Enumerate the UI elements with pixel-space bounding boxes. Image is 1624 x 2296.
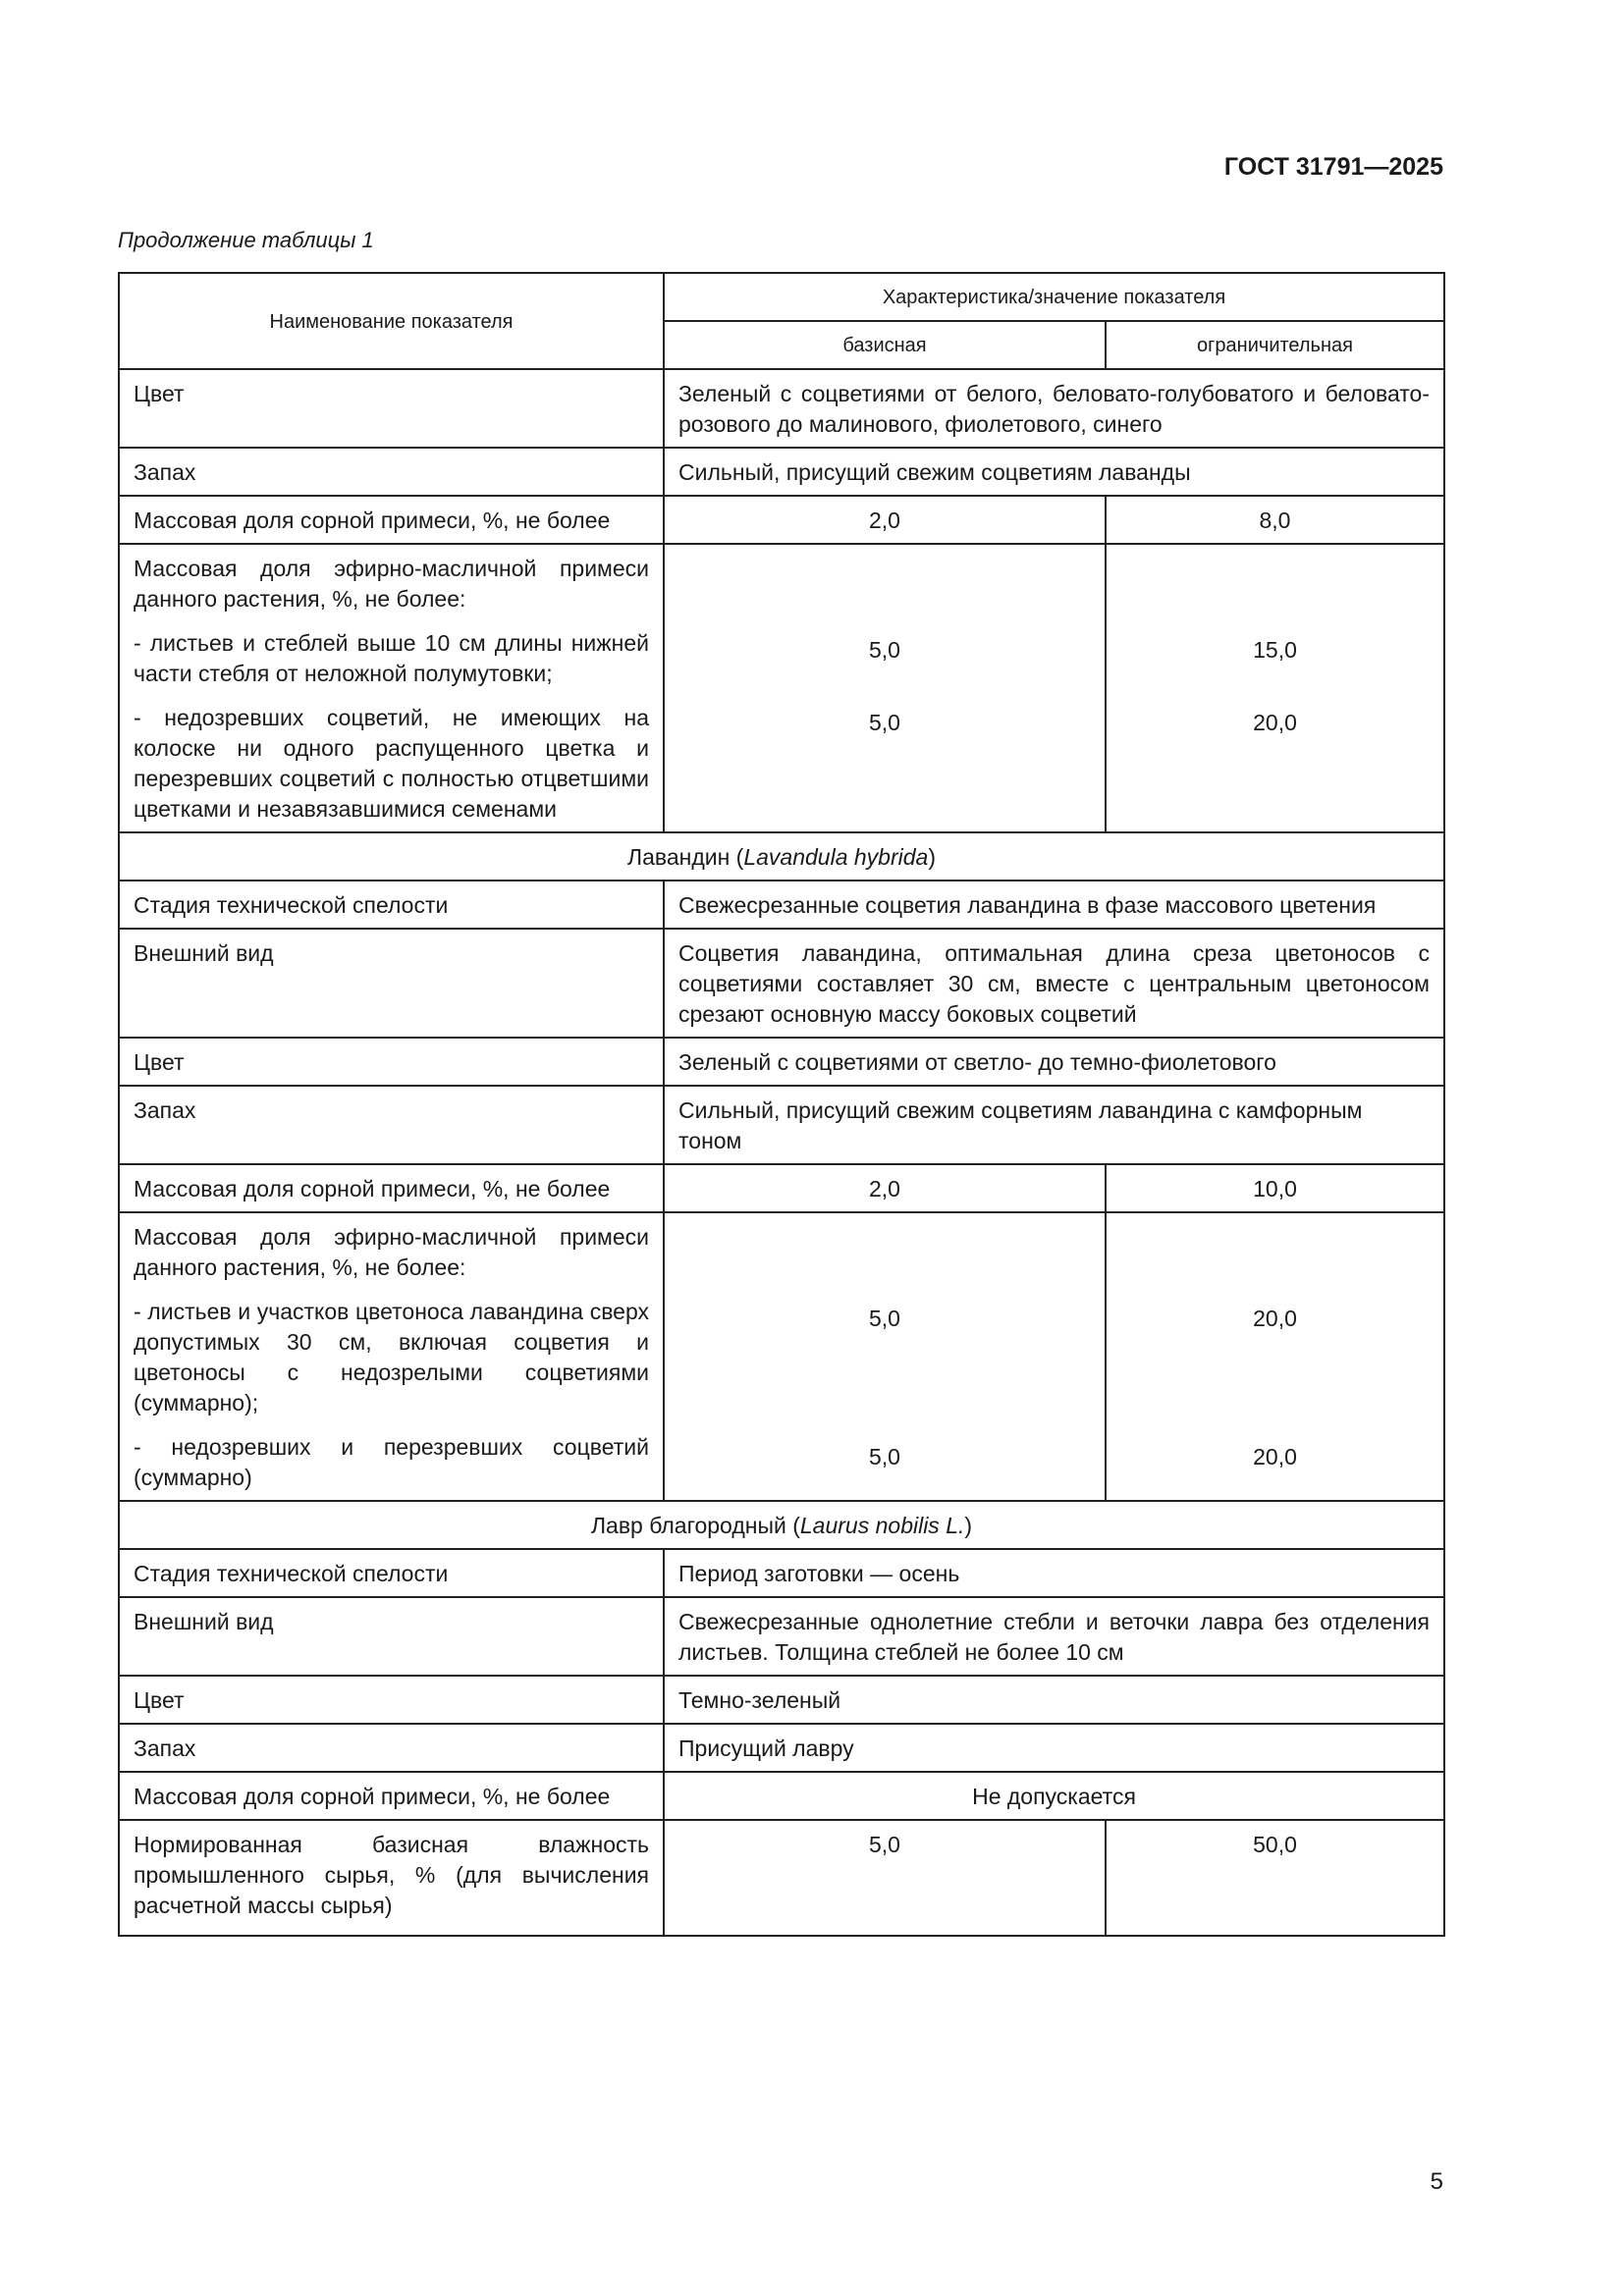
section-prefix: Лавандин ( <box>626 844 744 870</box>
row-value: Свежесрезанные однолетние стебли и веточки лавра без отделения листьев. Толщина стеблей не более 10 см <box>664 1597 1444 1676</box>
row-base-value: 5,0 <box>664 1820 1106 1936</box>
header-indicator-name: Наименование показателя <box>119 273 664 369</box>
table-row <box>119 369 1444 448</box>
value: 5,0 <box>869 1306 900 1331</box>
table-row <box>119 1038 1444 1086</box>
row-name-item: - недозревших соцветий, не имеющих на колоске ни одного распущенного цветка и перезревших соцветий с полностью отцветшими цветками и незавязавшимися семенами <box>134 705 649 822</box>
row-name: Массовая доля сорной примеси, %, не более <box>119 1772 664 1820</box>
row-name: Цвет <box>119 1676 664 1724</box>
row-name: Внешний вид <box>119 1597 664 1676</box>
row-limit-value: 10,0 <box>1106 1164 1444 1212</box>
row-name-item: - листьев и участков цветоноса лавандина сверх допустимых 30 см, включая соцветия и цветоносы с недозрелыми соцветиями (суммарно); <box>134 1299 649 1415</box>
row-value: Период заготовки — осень <box>664 1549 1444 1597</box>
row-name: Стадия технической спелости <box>119 881 664 929</box>
row-value: Свежесрезанные соцветия лавандина в фазе массового цветения <box>664 881 1444 929</box>
section-latin-name: Laurus nobilis L. <box>799 1513 965 1538</box>
table-row <box>119 448 1444 496</box>
row-limit-value <box>1106 1212 1444 1501</box>
section-prefix: Лавр благородный ( <box>590 1513 800 1538</box>
row-name: Стадия технической спелости <box>119 1549 664 1597</box>
row-value: Присущий лавру <box>664 1724 1444 1772</box>
row-name: Цвет <box>119 1038 664 1086</box>
value: 5,0 <box>869 1444 900 1469</box>
table-row <box>119 1772 1444 1820</box>
table-row <box>119 496 1444 544</box>
value: 20,0 <box>1253 1306 1297 1331</box>
row-name-item: - недозревших и перезревших соцветий (суммарно) <box>134 1434 649 1490</box>
table-row <box>119 1676 1444 1724</box>
header-base: базисная <box>664 321 1106 369</box>
row-base-value <box>664 544 1106 832</box>
row-name <box>119 1212 664 1501</box>
table-continuation-caption: Продолжение таблицы 1 <box>118 228 374 252</box>
row-name: Внешний вид <box>119 929 664 1038</box>
table-row <box>119 1820 1444 1936</box>
row-name: Массовая доля сорной примеси, %, не более <box>119 1164 664 1212</box>
specification-table <box>118 272 1445 1937</box>
row-base-value: 2,0 <box>664 1164 1106 1212</box>
table-row <box>119 1086 1444 1164</box>
row-value: Зеленый с соцветиями от белого, беловато-голубоватого и беловато-розового до малинового, фиолетового, синего <box>664 369 1444 448</box>
row-name-title: Массовая доля эфирно-масличной примеси данного растения, %, не более: <box>134 1224 649 1280</box>
row-name-title: Массовая доля эфирно-масличной примеси данного растения, %, не более: <box>134 556 649 612</box>
row-value: Сильный, присущий свежим соцветиям лаванды <box>664 448 1444 496</box>
table-row <box>119 929 1444 1038</box>
row-name: Нормированная базисная влажность промышленного сырья, % (для вычисления расчетной массы сырья) <box>119 1820 664 1936</box>
row-value: Соцветия лавандина, оптимальная длина среза цветоносов с соцветиями составляет 30 см, вместе с центральным цветоносом срезают основную массу боковых соцветий <box>664 929 1444 1038</box>
header-characteristic: Характеристика/значение показателя <box>664 273 1444 321</box>
section-title-lavandin <box>119 832 1444 881</box>
page-number: 5 <box>1430 2168 1443 2195</box>
table-row <box>119 1212 1444 1501</box>
row-value: Зеленый с соцветиями от светло- до темно-фиолетового <box>664 1038 1444 1086</box>
value: 5,0 <box>869 710 900 735</box>
row-limit-value <box>1106 544 1444 832</box>
row-value: Темно-зеленый <box>664 1676 1444 1724</box>
table-row <box>119 1597 1444 1676</box>
section-suffix: ) <box>964 1513 973 1538</box>
value: 20,0 <box>1253 710 1297 735</box>
section-latin-name: Lavandula hybrida <box>743 844 929 870</box>
row-base-value: 2,0 <box>664 496 1106 544</box>
value: 20,0 <box>1253 1444 1297 1469</box>
row-name: Запах <box>119 1724 664 1772</box>
row-name: Цвет <box>119 369 664 448</box>
section-row <box>119 1501 1444 1549</box>
table-row <box>119 881 1444 929</box>
table-row <box>119 1724 1444 1772</box>
table-row <box>119 1164 1444 1212</box>
row-base-value <box>664 1212 1106 1501</box>
row-limit-value: 50,0 <box>1106 1820 1444 1936</box>
row-value: Не допускается <box>664 1772 1444 1820</box>
row-name <box>119 544 664 832</box>
value: 5,0 <box>869 637 900 663</box>
value: 15,0 <box>1253 637 1297 663</box>
header-limit: ограничительная <box>1106 321 1444 369</box>
table-row <box>119 1549 1444 1597</box>
table-row <box>119 544 1444 832</box>
section-suffix: ) <box>928 844 936 870</box>
section-title-laurel <box>119 1501 1444 1549</box>
row-name: Запах <box>119 448 664 496</box>
standard-number: ГОСТ 31791—2025 <box>1223 153 1443 181</box>
row-name-item: - листьев и стеблей выше 10 см длины нижней части стебля от неложной полумутовки; <box>134 630 649 686</box>
section-row <box>119 832 1444 881</box>
row-value: Сильный, присущий свежим соцветиям лавандина с камфорным тоном <box>664 1086 1444 1164</box>
row-limit-value: 8,0 <box>1106 496 1444 544</box>
row-name: Запах <box>119 1086 664 1164</box>
row-name: Массовая доля сорной примеси, %, не более <box>119 496 664 544</box>
table-header-row <box>119 273 1444 321</box>
